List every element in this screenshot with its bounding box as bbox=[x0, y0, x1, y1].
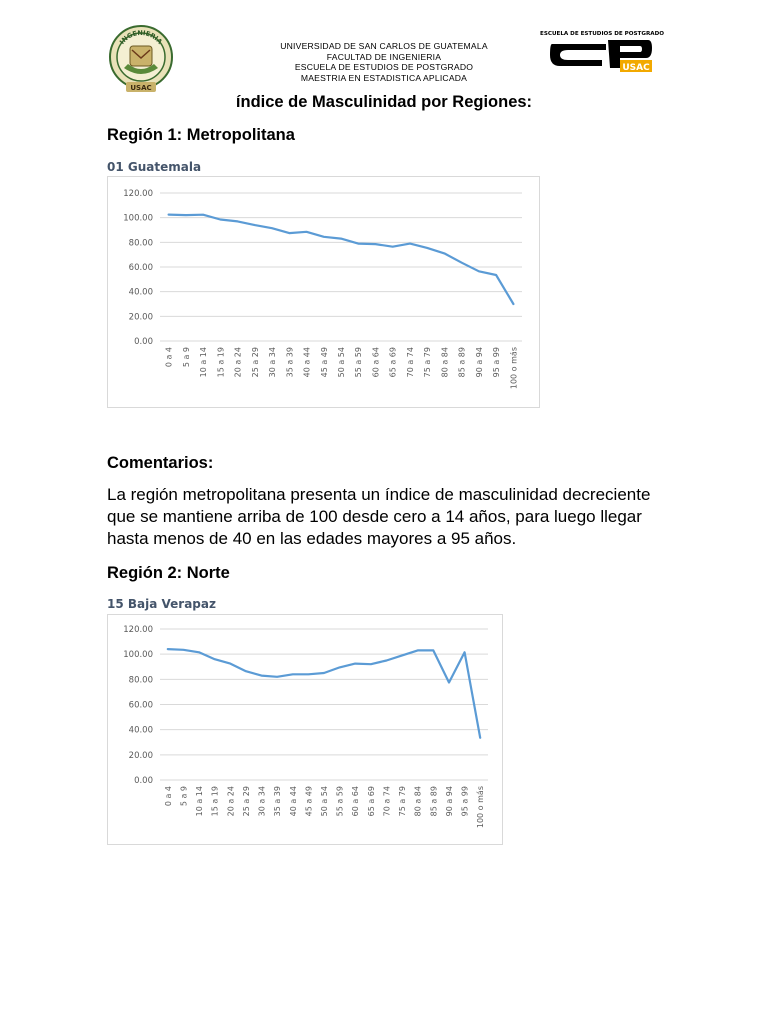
header-line: FACULTAD DE INGENIERIA bbox=[326, 51, 442, 62]
x-tick-label: 35 a 39 bbox=[273, 786, 283, 817]
x-tick-label: 85 a 89 bbox=[429, 786, 439, 817]
data-point bbox=[276, 676, 278, 678]
x-tick-label: 30 a 34 bbox=[268, 347, 278, 378]
comments-heading: Comentarios: bbox=[107, 454, 214, 472]
x-tick-label: 90 a 94 bbox=[444, 786, 454, 817]
data-point bbox=[401, 654, 403, 656]
data-point bbox=[370, 663, 372, 665]
data-point bbox=[307, 673, 309, 675]
x-tick-label: 20 a 24 bbox=[226, 786, 236, 817]
x-tick-label: 5 a 9 bbox=[181, 347, 191, 368]
region-1-heading: Región 1: Metropolitana bbox=[107, 126, 295, 144]
data-point bbox=[288, 232, 290, 234]
region-2-heading: Región 2: Norte bbox=[107, 564, 230, 582]
x-tick-label: 15 a 19 bbox=[210, 786, 220, 817]
chart-2-frame bbox=[107, 614, 503, 845]
data-point bbox=[323, 236, 325, 238]
x-tick-label: 25 a 29 bbox=[250, 347, 260, 378]
x-tick-label: 5 a 9 bbox=[179, 786, 189, 807]
header-line: ESCUELA DE ESTUDIOS DE POSTGRADO bbox=[294, 62, 474, 72]
y-tick-label: 20.00 bbox=[128, 750, 153, 761]
data-point bbox=[495, 274, 497, 276]
series-line bbox=[169, 215, 514, 304]
data-point bbox=[354, 663, 356, 665]
data-point bbox=[254, 224, 256, 226]
data-point bbox=[306, 231, 308, 233]
data-point bbox=[417, 649, 419, 651]
eep-logo-top-text: ESCUELA DE ESTUDIOS DE POSTGRADO bbox=[540, 31, 664, 37]
x-tick-label: 85 a 89 bbox=[457, 347, 467, 378]
y-tick-label: 20.00 bbox=[128, 312, 153, 323]
data-point bbox=[479, 737, 481, 739]
data-point bbox=[443, 252, 445, 254]
y-tick-label: 100.00 bbox=[123, 213, 153, 224]
x-tick-label: 80 a 84 bbox=[440, 347, 450, 378]
x-tick-label: 75 a 79 bbox=[398, 786, 408, 817]
x-tick-label: 65 a 69 bbox=[388, 347, 398, 378]
y-tick-label: 0.00 bbox=[134, 337, 153, 347]
data-point bbox=[202, 214, 204, 216]
chart-1-frame bbox=[107, 176, 540, 408]
chart-1-title: 01 Guatemala bbox=[107, 160, 202, 174]
x-tick-label: 75 a 79 bbox=[423, 347, 433, 378]
data-point bbox=[168, 214, 170, 216]
data-point bbox=[245, 670, 247, 672]
data-point bbox=[357, 243, 359, 245]
header-line: MAESTRIA EN ESTADISTICA APLICADA bbox=[300, 72, 468, 83]
x-tick-label: 35 a 39 bbox=[285, 347, 295, 378]
data-point bbox=[339, 666, 341, 668]
x-tick-label: 90 a 94 bbox=[474, 347, 484, 378]
eep-usac-logo bbox=[540, 28, 664, 74]
data-point bbox=[340, 238, 342, 240]
x-tick-label: 20 a 24 bbox=[233, 347, 243, 378]
chart-2-title: 15 Baja Verapaz bbox=[107, 597, 216, 611]
header-line: UNIVERSIDAD DE SAN CARLOS DE GUATEMALA bbox=[280, 41, 488, 51]
y-tick-label: 60.00 bbox=[128, 263, 153, 273]
x-tick-label: 0 a 4 bbox=[163, 786, 173, 807]
data-point bbox=[478, 270, 480, 272]
x-tick-label: 100 o más bbox=[476, 786, 486, 829]
x-tick-label: 40 a 44 bbox=[288, 786, 298, 817]
comments-line: hasta menos de 40 en las edades mayores a 95 años. bbox=[107, 529, 517, 548]
data-point bbox=[167, 648, 169, 650]
data-point bbox=[461, 262, 463, 264]
chart-1-plot bbox=[108, 177, 539, 407]
data-point bbox=[182, 649, 184, 651]
y-tick-label: 120.00 bbox=[123, 625, 153, 635]
y-tick-label: 0.00 bbox=[134, 776, 153, 786]
comments-paragraph bbox=[107, 484, 697, 550]
x-tick-label: 30 a 34 bbox=[257, 786, 267, 817]
y-tick-label: 60.00 bbox=[128, 700, 153, 711]
chart-2-plot bbox=[108, 615, 502, 844]
y-tick-label: 40.00 bbox=[128, 287, 153, 298]
data-point bbox=[512, 303, 514, 305]
seal-bottom-text: USAC bbox=[130, 84, 152, 92]
data-point bbox=[409, 243, 411, 245]
data-point bbox=[432, 649, 434, 651]
x-tick-label: 0 a 4 bbox=[164, 347, 174, 368]
data-point bbox=[385, 659, 387, 661]
comments-line: que se mantiene arriba de 100 desde cero a 14 años, para luego llegar bbox=[107, 507, 642, 526]
comments-line: La región metropolitana presenta un índice de masculinidad decreciente bbox=[107, 485, 651, 504]
data-point bbox=[448, 681, 450, 683]
x-tick-label: 10 a 14 bbox=[195, 786, 205, 817]
y-tick-label: 80.00 bbox=[128, 675, 153, 686]
x-tick-label: 80 a 84 bbox=[413, 786, 423, 817]
x-tick-label: 40 a 44 bbox=[302, 347, 312, 378]
x-tick-label: 95 a 99 bbox=[460, 786, 470, 817]
data-point bbox=[292, 673, 294, 675]
x-tick-label: 45 a 49 bbox=[319, 347, 329, 378]
y-tick-label: 40.00 bbox=[128, 725, 153, 736]
x-tick-label: 60 a 64 bbox=[371, 347, 381, 378]
data-point bbox=[237, 220, 239, 222]
data-point bbox=[214, 658, 216, 660]
x-tick-label: 55 a 59 bbox=[354, 347, 364, 378]
data-point bbox=[323, 672, 325, 674]
x-tick-label: 95 a 99 bbox=[492, 347, 502, 378]
x-tick-label: 50 a 54 bbox=[337, 347, 346, 378]
x-tick-label: 45 a 49 bbox=[304, 786, 314, 817]
data-point bbox=[198, 651, 200, 653]
y-tick-label: 80.00 bbox=[128, 238, 153, 249]
data-point bbox=[464, 651, 466, 653]
data-point bbox=[261, 675, 263, 677]
y-tick-label: 100.00 bbox=[123, 650, 153, 661]
data-point bbox=[229, 663, 231, 665]
data-point bbox=[219, 219, 221, 221]
seal-ring-text: INGENIERIA bbox=[118, 28, 164, 46]
x-tick-label: 60 a 64 bbox=[351, 786, 361, 817]
data-point bbox=[185, 214, 187, 216]
eep-logo-bottom-text: USAC bbox=[622, 63, 650, 73]
x-tick-label: 25 a 29 bbox=[241, 786, 251, 817]
x-tick-label: 70 a 74 bbox=[405, 347, 415, 378]
series-line bbox=[168, 649, 480, 738]
x-tick-label: 10 a 14 bbox=[199, 347, 209, 378]
x-tick-label: 15 a 19 bbox=[216, 347, 226, 378]
data-point bbox=[392, 246, 394, 248]
document-title: índice de Masculinidad por Regiones: bbox=[235, 93, 533, 111]
data-point bbox=[271, 227, 273, 229]
data-point bbox=[426, 247, 428, 249]
x-tick-label: 70 a 74 bbox=[382, 786, 392, 817]
x-tick-label: 100 o más bbox=[509, 347, 519, 390]
y-tick-label: 120.00 bbox=[123, 189, 153, 199]
x-tick-label: 55 a 59 bbox=[335, 786, 345, 817]
x-tick-label: 50 a 54 bbox=[320, 786, 329, 817]
x-tick-label: 65 a 69 bbox=[366, 786, 376, 817]
data-point bbox=[374, 243, 376, 245]
